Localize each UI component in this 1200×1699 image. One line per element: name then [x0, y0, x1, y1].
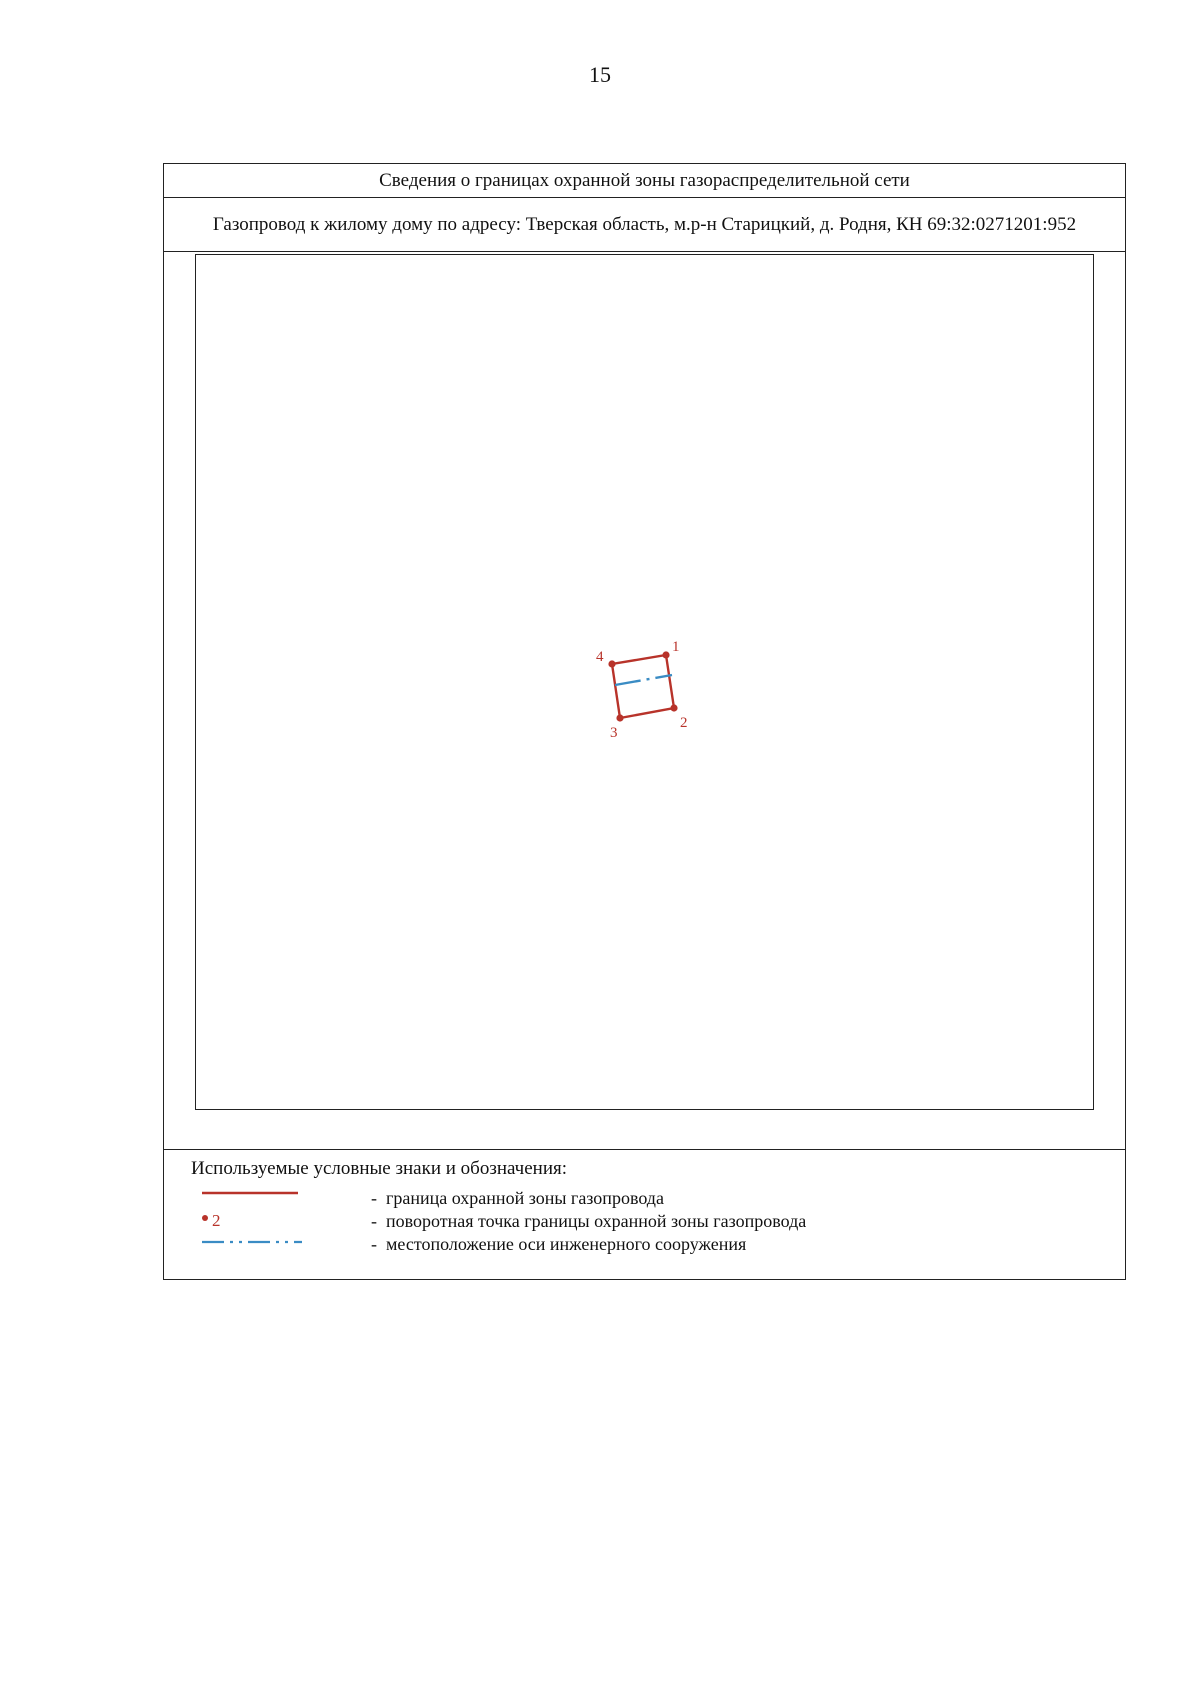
point-label-4: 4	[596, 649, 604, 665]
legend-text: поворотная точка границы охранной зоны газопровода	[386, 1211, 807, 1231]
point-label-3: 3	[610, 725, 618, 741]
axis-dash-dot-symbol	[202, 1233, 302, 1255]
page-number: 15	[589, 62, 611, 87]
protection-zone-boundary	[612, 655, 674, 718]
zone-map	[196, 255, 1093, 1109]
point-label-2: 2	[680, 715, 688, 731]
legend-description	[371, 1187, 664, 1209]
legend-description	[371, 1210, 806, 1232]
point-label-1: 1	[672, 639, 680, 655]
legend-text: граница охранной зоны газопровода	[386, 1188, 664, 1208]
boundary-line-symbol	[202, 1187, 302, 1209]
legend-item	[164, 1233, 1125, 1255]
legend-dash: -	[371, 1211, 377, 1231]
legend-description	[371, 1233, 746, 1255]
turning-point-2	[670, 704, 677, 711]
legend	[164, 1150, 1125, 1281]
legend-item	[164, 1210, 1125, 1232]
map-frame	[195, 254, 1094, 1110]
legend-dash: -	[371, 1188, 377, 1208]
protection-zone-sheet	[163, 163, 1126, 1280]
sheet-title: Сведения о границах охранной зоны газораспределительной сети	[164, 164, 1125, 198]
sheet-subtitle: Газопровод к жилому дому по адресу: Тверская область, м.р-н Старицкий, д. Родня, КН 69:32:0271201:952	[164, 198, 1125, 252]
turning-point-3	[616, 714, 623, 721]
map-area	[164, 252, 1125, 1150]
legend-text: местоположение оси инженерного сооружения	[386, 1234, 747, 1254]
turning-point-symbol	[202, 1210, 302, 1232]
legend-heading: Используемые условные знаки и обозначения:	[191, 1158, 568, 1179]
turning-point-4	[608, 660, 615, 667]
turning-point-1	[662, 651, 669, 658]
legend-item	[164, 1187, 1125, 1209]
legend-point-label: 2	[212, 1211, 221, 1230]
legend-dash: -	[371, 1234, 377, 1254]
engineering-axis-line	[615, 675, 672, 685]
